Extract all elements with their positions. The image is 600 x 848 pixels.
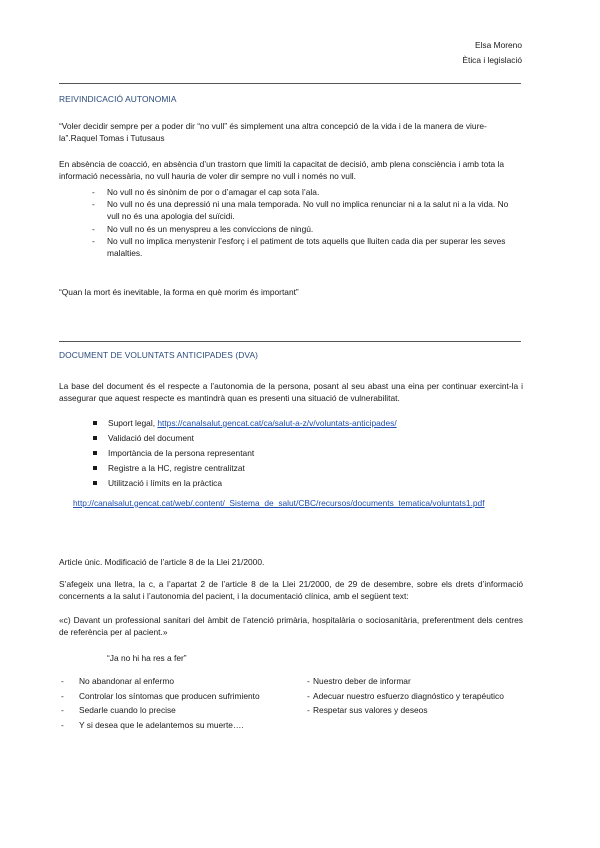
right-care-list <box>307 674 504 732</box>
legal-support-link[interactable]: https://canalsalut.gencat.cat/ca/salut-a-z/v/voluntats-anticipades/ <box>157 418 397 428</box>
voluntats-pdf-link-wrap <box>73 497 529 509</box>
bullet-text: Suport legal, <box>108 418 158 428</box>
section-title-autonomia: REIVINDICACIÓ AUTONOMIA <box>59 94 177 104</box>
list-item: - Respetar sus valores y deseos <box>307 703 504 718</box>
list-item: - No vull no és un menyspreu a les conviccions de ningú. <box>59 223 523 235</box>
list-item: - Sedarle cuando lo precise <box>59 703 307 718</box>
voluntats-pdf-link[interactable]: http://canalsalut.gencat.cat/web/.content/_Sistema_de_salut/CBC/recursos/documents_tematica/voluntats1.pdf <box>73 498 485 508</box>
author-name: Elsa Moreno <box>474 40 522 50</box>
article-text: S’afegeix una lletra, la c, a l’apartat 2 de l’article 8 de la Llei 21/2000, de 29 de desembre, sobre els drets d’informació concernents a la salut i l’autonomia del pacient, i la documentació clínica, amb el següent text: <box>59 579 523 602</box>
dva-intro: La base del document és el respecte a l’autonomia de la persona, posant al seu abast una eina per continuar exercint-la i assegurar que aquest respecte es mantindrà quan es presenti una situació de vulnerabilitat. <box>59 381 523 404</box>
section-divider <box>59 83 521 84</box>
list-item <box>59 416 523 431</box>
list-item: - Adecuar nuestro esfuerzo diagnóstico y terapéutico <box>307 689 504 704</box>
list-item: - No abandonar al enfermo <box>59 674 307 689</box>
list-item: - Controlar los síntomas que producen sufrimiento <box>59 689 307 704</box>
list-item: - No vull no és sinònim de por o d’amagar el cap sota l’ala. <box>59 186 523 198</box>
dva-bullets <box>59 416 523 491</box>
opening-quote: “Voler decidir sempre per a poder dir “no vull” és simplement una altra concepció de la vida i de la manera de viure-la”.Raquel Tomas i Tutusaus <box>59 121 487 144</box>
autonomy-paragraph: En absència de coacció, en absència d’un trastorn que limiti la capacitat de decisió, amb plena consciència i amb tota la informació necessària, no vull hauria de voler dir sempre no vull i només no vull. <box>59 159 505 182</box>
list-item: Utilització i límits en la pràctica <box>59 476 523 491</box>
list-item: - No vull no és una depressió ni una mala temporada. No vull no implica renunciar ni a la salut ni a la vida. No vull no és una apologia del suïcidi. <box>59 198 523 222</box>
list-item: Registre a la HC, registre centralitzat <box>59 461 523 476</box>
left-care-list <box>59 674 307 732</box>
article-title: Article únic. Modificació de l’article 8 de la Llei 21/2000. <box>59 557 265 567</box>
no-vull-list <box>59 186 523 259</box>
list-item: Validació del document <box>59 431 523 446</box>
section-divider <box>59 341 521 342</box>
section-title-dva: DOCUMENT DE VOLUNTATS ANTICIPADES (DVA) <box>59 350 259 360</box>
list-item: - Nuestro deber de informar <box>307 674 504 689</box>
care-lists <box>59 674 539 732</box>
closing-quote: “Quan la mort és inevitable, la forma en què morim és important” <box>59 287 299 297</box>
list-item: Importància de la persona representant <box>59 446 523 461</box>
subject-name: Ètica i legislació <box>462 55 522 65</box>
list-item: - Y si desea que le adelantemos su muerte…. <box>59 718 307 733</box>
ja-no-quote: “Ja no hi ha res a fer” <box>107 653 187 663</box>
article-quote: «c) Davant un professional sanitari del àmbit de l’atenció primària, hospitalària o sociosanitària, preferentment dels centres de referència per al pacient.» <box>59 615 523 638</box>
list-item: - No vull no implica menystenir l’esforç i el patiment de tots aquells que lluiten cada dia per superar les seves malalties. <box>59 235 523 259</box>
